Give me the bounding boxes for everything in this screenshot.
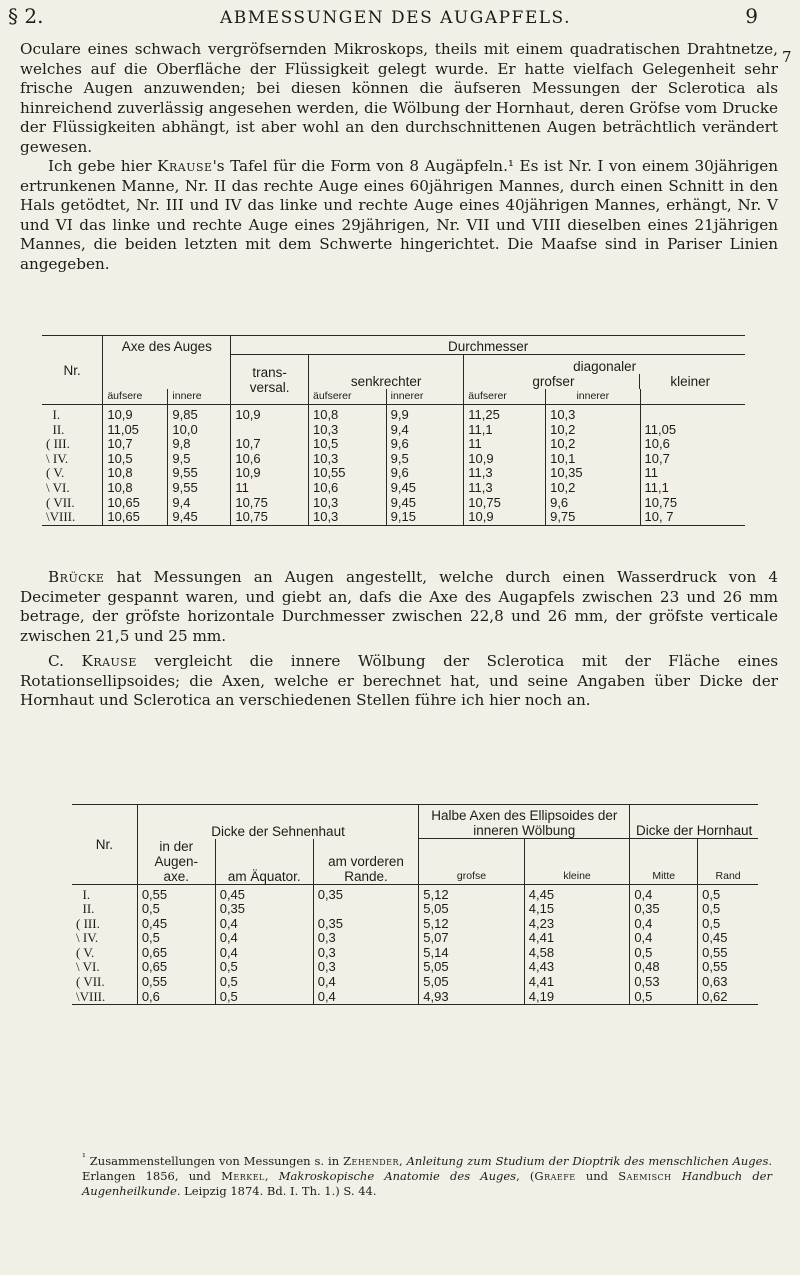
krause-sclera-table (72, 804, 758, 1005)
author-name: Saemisch (618, 1168, 672, 1183)
table-cell: 0,55 (698, 946, 758, 961)
row-label: ( III. (76, 915, 100, 931)
row-label: ( VII. (76, 974, 105, 990)
table-cell: 9,5 (386, 452, 464, 467)
table-cell: 5,05 (419, 960, 525, 975)
table-cell: 10,1 (546, 452, 640, 467)
table-cell: 10,75 (231, 510, 309, 525)
col-header-dicke-hornhaut: Dicke der Hornhaut (630, 805, 758, 839)
table-cell: 0,5 (698, 902, 758, 917)
table-cell: 0,5 (215, 960, 313, 975)
row-label: ( III. (46, 436, 70, 452)
table-cell: 0,65 (137, 960, 215, 975)
table-row (72, 990, 758, 1005)
author-name: Zehender (343, 1153, 399, 1168)
col-header-augenaxe: in der Augen-axe. (137, 839, 215, 885)
row-label: \ VI. (46, 479, 70, 495)
table-cell: 0,62 (698, 990, 758, 1005)
row-label: \VIII. (76, 988, 106, 1004)
table-cell: 11,05 (103, 423, 168, 438)
table-cell (313, 902, 419, 917)
table-cell: 9,55 (168, 466, 231, 481)
table-cell: 10,7 (640, 452, 745, 467)
table-row (72, 917, 758, 932)
table-cell: 10,5 (103, 452, 168, 467)
table-row (72, 975, 758, 990)
table-cell: 11,25 (464, 405, 546, 423)
grosser-label: grofser (532, 374, 575, 389)
header-title: ABMESSUNGEN DES AUGAPFELS. (220, 8, 571, 28)
table-cell: 10,65 (103, 496, 168, 511)
paragraph-4 (20, 652, 778, 711)
table-cell: 10,5 (308, 437, 386, 452)
table-cell: 0,4 (215, 931, 313, 946)
table-cell: 0,5 (698, 917, 758, 932)
table-cell: 10,6 (308, 481, 386, 496)
col-header-vorderen-rande: am vorderen Rande. (313, 839, 419, 885)
table-cell: 0,5 (698, 884, 758, 902)
table-row (72, 931, 758, 946)
table-cell: 10,3 (308, 452, 386, 467)
table-cell: 10,9 (464, 510, 546, 525)
table-cell: 9,5 (168, 452, 231, 467)
col-header-durchmesser: Durchmesser (231, 336, 745, 355)
table-cell: 0,55 (698, 960, 758, 975)
table-row (72, 902, 758, 917)
footnote (82, 1150, 772, 1199)
table-cell: 4,15 (524, 902, 630, 917)
text-run: 's Tafel für die Form von 8 Augäpfeln.¹ Es ist Nr. I von einem 30jährigen ertrunkenen Manne, Nr. II das rechte Auge eines 60jährigen Mannes, durch einen Schnitt in den Hals getödtet, Nr. III und IV das linke und rechte Auge eines 40jährigen Mannes, erhängt, Nr. V und VI das linke und rechte Auge eines 29jährigen, Nr. VII und VIII dieselben eines 21jährigen Mannes, die beiden letzten mit dem Schwerte hingerichtet. Die Maafse sind in Pariser Linien angegeben. (20, 157, 778, 273)
col-header-kleine: kleine (524, 839, 630, 885)
table-cell: 0,3 (313, 960, 419, 975)
table-cell: 10,2 (546, 437, 640, 452)
table-cell: 10, 7 (640, 510, 745, 525)
table-cell: 10,0 (168, 423, 231, 438)
col-header-senkrechter: senkrechter (308, 355, 463, 390)
col-header-aeussere: äufsere (103, 389, 168, 405)
table-cell: 0,4 (215, 946, 313, 961)
table-cell: 10,35 (546, 466, 640, 481)
table-cell: 0,35 (215, 902, 313, 917)
table-cell: 0,48 (630, 960, 698, 975)
row-label: I. (46, 407, 61, 422)
margin-mark: 7 (782, 48, 792, 66)
book-title: Anleitung zum Studium der Dioptrik des menschlichen Auges (406, 1153, 769, 1168)
table-cell: 0,53 (630, 975, 698, 990)
text-run: , (399, 1153, 407, 1168)
table-row (42, 466, 745, 481)
table-cell: 0,4 (313, 990, 419, 1005)
footnote-mark: ¹ (82, 1152, 86, 1163)
col-header-diag-innerer: innerer (546, 389, 640, 405)
table-cell: 10,75 (231, 496, 309, 511)
table-cell: 0,4 (630, 884, 698, 902)
text-block-middle (20, 568, 778, 711)
table-cell: 0,5 (630, 946, 698, 961)
table-cell: 11,05 (640, 423, 745, 438)
table-cell: 10,3 (308, 496, 386, 511)
table-cell: 5,07 (419, 931, 525, 946)
table-cell: 4,45 (524, 884, 630, 902)
table-cell: 10,9 (231, 405, 309, 423)
col-header-nr: Nr. (42, 336, 103, 405)
table-cell: 0,35 (630, 902, 698, 917)
table-cell: 9,6 (386, 437, 464, 452)
text-run: vergleicht die innere Wölbung der Sclerotica mit der Fläche eines Rotationsellipsoides; die Axen, welche er berechnet hat, und seine Angaben über Dicke der Hornhaut und Sclerotica an verschiedenen Stellen führe ich hier noch an. (20, 652, 778, 709)
table-cell: 4,43 (524, 960, 630, 975)
book-title: Handbuch der Augenheilkunde (82, 1168, 772, 1198)
text-run: Zusammenstellungen von Messungen s. in (85, 1153, 344, 1168)
table-cell: 9,6 (386, 466, 464, 481)
table-cell: 4,93 (419, 990, 525, 1005)
paragraph-2 (20, 157, 778, 274)
table-cell (231, 423, 309, 438)
text-run: . Erlangen 1856, und (82, 1153, 773, 1183)
table-cell: 0,45 (215, 884, 313, 902)
col-header-senk-aeusserer: äufserer (308, 389, 386, 405)
table-cell: 4,58 (524, 946, 630, 961)
paragraph-1: Oculare eines schwach vergröfsernden Mikroskops, theils mit einem quadratischen Drahtnetze, welches auf die Oberfläche der Flüssigkeit gelegt wurde. Er hatte vielfach Gelegenheit sehr frische Augen anzuwenden; bei diesen können die äufseren Messungen der Sclerotica als hinreichend zuverlässig angesehen werden, die Wölbung der Hornhaut, deren Gröfse vom Drucke der Flüssigkeiten abhängt, ist aber wohl an den durchschnittenen Augen beträchtlich verändert gewesen. (20, 40, 778, 156)
table-cell: 9,45 (386, 481, 464, 496)
table-cell: 9,6 (546, 496, 640, 511)
table-cell: 11,3 (464, 481, 546, 496)
table-cell: 10,8 (103, 481, 168, 496)
table-row (42, 405, 745, 423)
table-cell: 9,55 (168, 481, 231, 496)
table-cell: 0,35 (313, 917, 419, 932)
row-label: \ VI. (76, 959, 100, 975)
table-cell: 5,12 (419, 917, 525, 932)
table-cell: 11,1 (640, 481, 745, 496)
table-cell (640, 405, 745, 423)
kleiner-spacer (640, 389, 745, 405)
table-cell: 11 (231, 481, 309, 496)
table-cell: 10,75 (464, 496, 546, 511)
table-row (42, 510, 745, 525)
row-label: ( V. (76, 944, 95, 960)
table-cell: 0,5 (630, 990, 698, 1005)
table-cell: 0,5 (137, 931, 215, 946)
table-cell: 10,9 (464, 452, 546, 467)
text-run: und (575, 1168, 619, 1183)
row-label: ( VII. (46, 494, 75, 510)
table-cell: 10,75 (640, 496, 745, 511)
row-label: \ IV. (76, 930, 99, 946)
table-cell: 0,3 (313, 946, 419, 961)
table-cell: 9,8 (168, 437, 231, 452)
author-name: Krause (157, 157, 213, 175)
table-cell: 0,4 (215, 917, 313, 932)
table-cell: 10,9 (103, 405, 168, 423)
text-run: hat Messungen an Augen angestellt, welche durch einen Wasserdruck von 4 Decimeter gespannt waren, und giebt an, dafs die Axe des Augapfels zwischen 23 und 26 mm betrage, der gröfste horizontale Durchmesser zwischen 22,8 und 26 mm, der gröfste verticale zwischen 21,5 und 25 mm. (20, 568, 778, 645)
author-name: Merkel (221, 1168, 265, 1183)
table-row (42, 423, 745, 438)
col-header-grosse: grofse (419, 839, 525, 885)
kleiner-label: kleiner (639, 374, 741, 389)
table-row (42, 452, 745, 467)
table-cell: 0,5 (215, 975, 313, 990)
row-label: \VIII. (46, 509, 76, 525)
col-header-transversal: trans-versal. (231, 355, 309, 405)
table-cell: 9,75 (546, 510, 640, 525)
col-header-halbe-axen: Halbe Axen des Ellipsoides der inneren Wölbung (419, 805, 630, 839)
table-cell: 10,7 (231, 437, 309, 452)
table-cell: 9,9 (386, 405, 464, 423)
row-label: II. (46, 421, 65, 437)
section-number: § 2. (8, 4, 44, 28)
krause-eyeball-table (42, 335, 745, 526)
table-cell: 0,55 (137, 975, 215, 990)
author-name: Krause (81, 652, 137, 670)
page-number: 9 (745, 4, 758, 28)
table-cell: 0,5 (215, 990, 313, 1005)
col-header-aequator: am Äquator. (215, 839, 313, 885)
table-cell: 4,41 (524, 931, 630, 946)
table-cell: 10,3 (308, 423, 386, 438)
table-cell: 0,4 (630, 917, 698, 932)
table-cell: 10,6 (640, 437, 745, 452)
table-cell: 9,85 (168, 405, 231, 423)
text-run: . Leipzig 1874. Bd. I. Th. 1.) S. 44. (176, 1183, 377, 1198)
col-header-senk-innerer: innerer (386, 389, 464, 405)
table-cell: 9,4 (168, 496, 231, 511)
table-cell: 10,3 (546, 405, 640, 423)
table-cell: 5,05 (419, 975, 525, 990)
row-label: ( V. (46, 465, 65, 481)
text-run: , (264, 1168, 279, 1183)
table-cell: 0,45 (698, 931, 758, 946)
table-cell: 4,41 (524, 975, 630, 990)
table-cell: 11,1 (464, 423, 546, 438)
col-header-innere: innere (168, 389, 231, 405)
table-cell: 0,45 (137, 917, 215, 932)
table-cell: 9,45 (168, 510, 231, 525)
axe-spacer (103, 355, 231, 390)
table-cell: 4,23 (524, 917, 630, 932)
table-row (42, 481, 745, 496)
col-header-diag-aeusserer: äufserer (464, 389, 546, 405)
table-cell: 11 (640, 466, 745, 481)
row-label: \ IV. (46, 450, 69, 466)
table-cell: 10,2 (546, 423, 640, 438)
table-cell: 10,6 (231, 452, 309, 467)
table-cell: 0,55 (137, 884, 215, 902)
paragraph-3 (20, 568, 778, 646)
col-header-diagonaler (464, 355, 745, 390)
table-cell: 10,3 (308, 510, 386, 525)
table2-body (72, 884, 758, 1005)
col-header-nr: Nr. (72, 805, 137, 885)
table-cell: 10,2 (546, 481, 640, 496)
table-cell: 0,5 (137, 902, 215, 917)
table-row (42, 496, 745, 511)
table-cell: 0,4 (630, 931, 698, 946)
table-cell: 5,12 (419, 884, 525, 902)
table-cell: 10,55 (308, 466, 386, 481)
text-run: , ( (516, 1168, 535, 1183)
table-cell: 10,65 (103, 510, 168, 525)
author-name: Graefe (534, 1168, 576, 1183)
text-run (672, 1169, 682, 1183)
table-cell: 5,14 (419, 946, 525, 961)
text-run: Ich gebe hier (48, 157, 158, 175)
text-block-top (20, 40, 778, 274)
author-name: Brücke (48, 568, 105, 586)
diagonaler-label: diagonaler (573, 359, 637, 374)
table-cell: 0,3 (313, 931, 419, 946)
text-run: C. (48, 652, 82, 670)
row-label: I. (76, 886, 91, 902)
col-header-rand: Rand (698, 839, 758, 885)
table-cell: 0,4 (313, 975, 419, 990)
table-cell: 9,45 (386, 496, 464, 511)
table-cell: 0,65 (137, 946, 215, 961)
table-cell: 0,35 (313, 884, 419, 902)
table-cell: 9,4 (386, 423, 464, 438)
col-header-dicke-sehnenhaut: Dicke der Sehnenhaut (137, 805, 418, 839)
table-cell: 4,19 (524, 990, 630, 1005)
table-row (72, 960, 758, 975)
table-cell: 5,05 (419, 902, 525, 917)
table-cell: 10,8 (103, 466, 168, 481)
table-cell: 10,9 (231, 466, 309, 481)
col-header-axe: Axe des Auges (103, 336, 231, 355)
table-cell: 9,15 (386, 510, 464, 525)
book-title: Makroskopische Anatomie des Auges (278, 1168, 517, 1183)
table-row (72, 884, 758, 902)
table-cell: 10,8 (308, 405, 386, 423)
table-cell: 0,6 (137, 990, 215, 1005)
table-cell: 11 (464, 437, 546, 452)
table-row (72, 946, 758, 961)
table-cell: 10,7 (103, 437, 168, 452)
col-header-mitte: Mitte (630, 839, 698, 885)
row-label: II. (76, 901, 95, 917)
table1-body (42, 405, 745, 526)
table-row (42, 437, 745, 452)
table-cell: 0,63 (698, 975, 758, 990)
running-header (0, 4, 800, 34)
table-cell: 11,3 (464, 466, 546, 481)
